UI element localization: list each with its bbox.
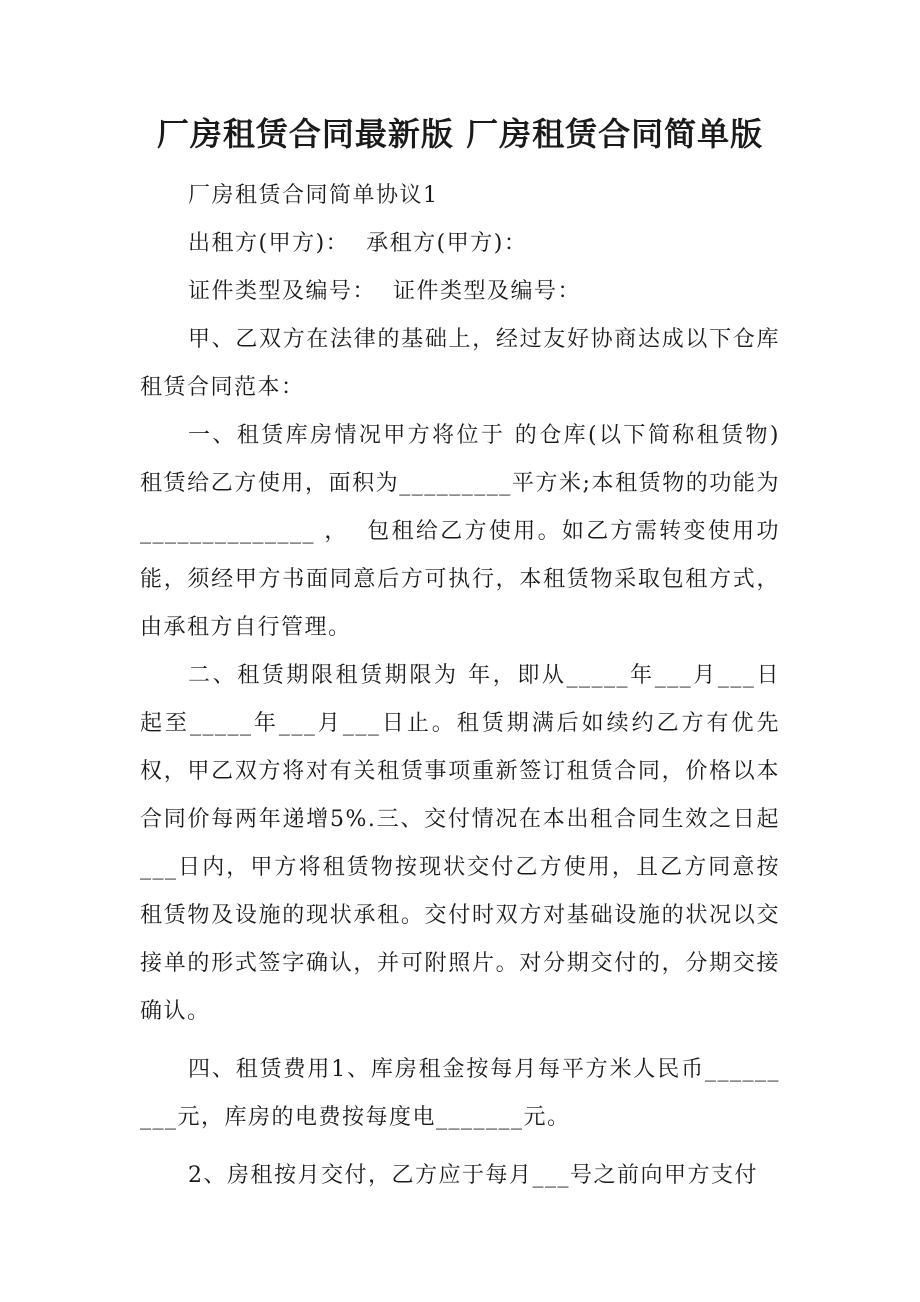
clause-4-2-paragraph: 2、房租按月交付，乙方应于每月___号之前向甲方支付 [188,1163,758,1188]
clause-4-paragraph: 四、租赁费用1、库房租金按每月每平方米人民币_________元，库房的电费按每度电_______元。 [140,1057,780,1130]
document-body [140,172,780,1200]
id-type-line: 证件类型及编号： 证件类型及编号： [188,279,581,304]
agreement-heading: 厂房租赁合同简单协议1 [188,183,439,208]
document-title: 厂房租赁合同最新版 厂房租赁合同简单版 [156,115,764,153]
clause-2-3-paragraph: 二、租赁期限租赁期限为 年，即从_____年___月___日起至_____年___月___日止。租赁期满后如续约乙方有优先权，甲乙双方将对有关租赁事项重新签订租赁合同，价格以本合同价每两年递增5%.三、交付情况在本出租合同生效之日起___日内，甲方将租赁物按现状交付乙方使用，且乙方同意按租赁物及设施的现状承租。交付时双方对基础设施的状况以交接单的形式签字确认，并可附照片。对分期交付的，分期交接确认。 [140,663,780,1024]
clause-1-paragraph: 一、租赁库房情况甲方将位于 的仓库(以下简称租赁物)租赁给乙方使用，面积为_________平方米;本租赁物的功能为______________ ， 包租给乙方使用。如乙方需转变使用功能，须经甲方书面同意后方可执行，本租赁物采取包租方式，由承租方自行管理。 [140,423,780,640]
parties-line: 出租方(甲方)： 承租方(甲方)： [188,231,528,256]
preamble-paragraph: 甲、乙双方在法律的基础上，经过友好协商达成以下仓库租赁合同范本： [140,327,780,400]
